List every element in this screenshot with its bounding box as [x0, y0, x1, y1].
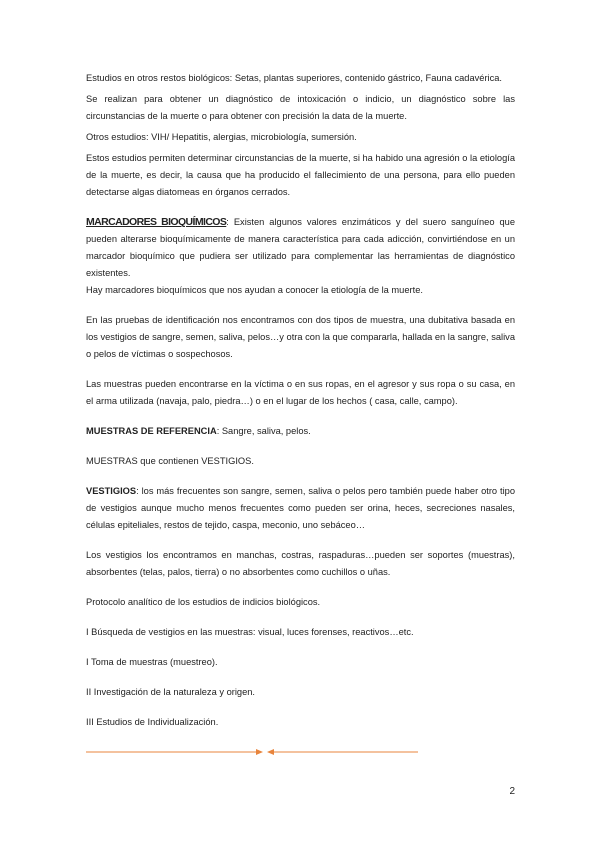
paragraph-other-remains: Estudios en otros restos biológicos: Setas, plantas superiores, contenido gástrico, Fauna cadavérica. — [86, 73, 503, 83]
protocol-step-individualization: III Estudios de Individualización. — [86, 717, 219, 727]
page-number: 2 — [509, 786, 515, 797]
traces-text: : los más frecuentes son sangre, semen, saliva o pelos pero también puede haber otro tipo de vestigios aunque mucho menos frecuentes como pueden ser orina, heces, secreciones nasales, células epiteliales, restos de tejido, caspa, meconio, uno sebáceo… — [86, 486, 515, 530]
paragraph-other-studies: Otros estudios: VIH/ Hepatitis, alergias, microbiología, sumersión. — [86, 132, 357, 142]
reference-samples-text: : Sangre, saliva, pelos. — [216, 426, 311, 436]
paragraph-biochemical-etiology: Hay marcadores bioquímicos que nos ayudan a conocer la etiología de la muerte. — [86, 285, 423, 295]
protocol-step-search: I Búsqueda de vestigios en las muestras: visual, luces forenses, reactivos…etc. — [86, 627, 414, 637]
paragraph-traces — [86, 483, 515, 534]
paragraph-trace-samples: MUESTRAS que contienen VESTIGIOS. — [86, 456, 254, 466]
traces-heading: VESTIGIOS — [86, 486, 137, 496]
paragraph-reference-samples — [86, 423, 515, 440]
paragraph-protocol: Protocolo analítico de los estudios de indicios biológicos. — [86, 597, 321, 607]
biochemical-markers-text: : Existen algunos valores enzimáticos y del suero sanguíneo que pueden alterarse bioquímicamente de manera característica para cada adicción, convirtiéndose en un marcador bioquímico que pudiera ser utilizado para complementar las herramientas de diagnóstico existentes. — [86, 217, 515, 278]
paragraph-identification-samples: En las pruebas de identificación nos encontramos con dos tipos de muestra, una dubitativa basada en los vestigios de sangre, semen, saliva, pelos…y otra con la que compararla, hallada en la sangre, saliva o pelos de víctimas o sospechosos. — [86, 315, 515, 359]
paragraph-trace-supports: Los vestigios los encontramos en manchas, costras, raspaduras…pueden ser soportes (muestras), absorbentes (telas, palos, tierra) o no absorbentes como cuchillos o uñas. — [86, 550, 515, 577]
right-pointing-arrow-icon — [256, 749, 263, 755]
protocol-step-sampling: I Toma de muestras (muestreo). — [86, 657, 218, 667]
divider-arrows — [86, 746, 418, 758]
reference-samples-heading: MUESTRAS DE REFERENCIA — [86, 426, 217, 436]
paragraph-sample-locations: Las muestras pueden encontrarse en la víctima o en sus ropas, en el agresor y sus ropa o su casa, en el arma utilizada (navaja, palo, piedra…) o en el lugar de los hechos ( casa, calle, campo). — [86, 379, 515, 406]
document-body — [86, 70, 515, 731]
protocol-step-investigation: II Investigación de la naturaleza y origen. — [86, 687, 255, 697]
paragraph-purpose: Se realizan para obtener un diagnóstico de intoxicación o indicio, un diagnóstico sobre las circunstancias de la muerte o para obtener con precisión la data de la muerte. — [86, 94, 515, 121]
paragraph-biochemical-markers — [86, 214, 515, 282]
paragraph-circumstances: Estos estudios permiten determinar circunstancias de la muerte, si ha habido una agresión o la etiología de la muerte, es decir, la causa que ha producido el fallecimiento de una persona, para ello pueden detectarse algas diatomeas en órganos cerrados. — [86, 153, 515, 197]
biochemical-markers-heading: MARCADORES BIOQUÍMICOS — [86, 216, 227, 228]
